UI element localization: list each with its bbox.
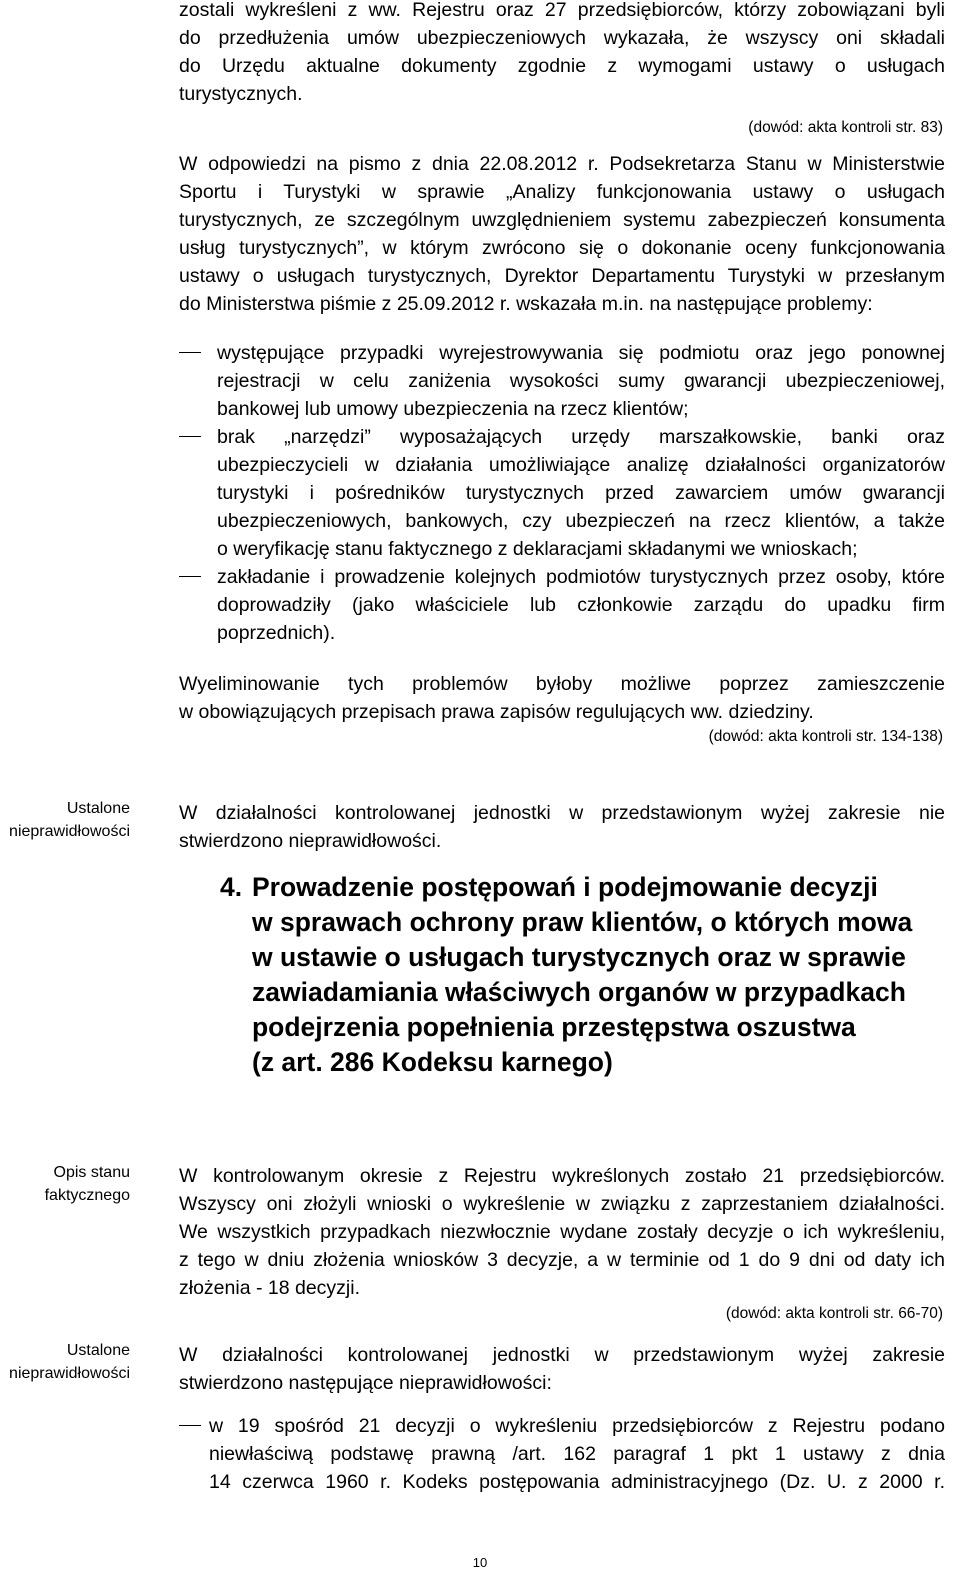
heading-line: Prowadzenie postępowań i podejmowanie decyzji xyxy=(252,872,878,902)
text-line: 14 czerwca 1960 r. Kodeks postępowania administracyjnego (Dz. U. z 2000 r. xyxy=(209,1471,945,1493)
response-paragraph xyxy=(179,150,945,318)
text-line: W odpowiedzi na pismo z dnia 22.08.2012 r. Podsekretarza Stanu w Ministerstwie xyxy=(179,153,945,175)
text-line: stwierdzono nieprawidłowości. xyxy=(179,830,442,852)
problems-list xyxy=(179,339,945,647)
dash-bullet xyxy=(179,1425,201,1426)
text-line: ustawy o usługach turystycznych, Dyrektor Departamentu Turystyki w przesłanym xyxy=(179,265,945,287)
heading-line: (z art. 286 Kodeksu karnego) xyxy=(252,1047,613,1077)
facts-paragraph xyxy=(179,1162,945,1302)
irregularities-list xyxy=(179,1412,945,1496)
section-number: 4. xyxy=(220,872,243,902)
text-line: zakładanie i prowadzenie kolejnych podmiotów turystycznych przez osoby, które xyxy=(217,566,945,588)
evidence-reference: (dowód: akta kontroli str. 66-70) xyxy=(725,1305,943,1322)
evidence-reference: (dowód: akta kontroli str. 83) xyxy=(748,119,943,136)
text-line: do Ministerstwa piśmie z 25.09.2012 r. wskazała m.in. na następujące problemy: xyxy=(179,293,873,315)
text-line: doprowadziły (jako właściciele lub członkowie zarządu do upadku firm xyxy=(217,594,945,616)
text-line: do Urzędu aktualne dokumenty zgodnie z wymogami ustawy o usługach xyxy=(179,55,945,77)
list-item xyxy=(179,423,945,563)
text-line: brak „narzędzi” wyposażających urzędy marszałkowskie, banki oraz xyxy=(217,426,945,448)
text-line: W działalności kontrolowanej jednostki w przedstawionym wyżej zakresie nie xyxy=(179,802,945,824)
section-heading xyxy=(220,870,940,1080)
evidence-reference: (dowód: akta kontroli str. 134-138) xyxy=(708,728,943,745)
margin-label-line: nieprawidłowości xyxy=(9,823,130,840)
page-number: 10 xyxy=(472,1555,488,1570)
margin-label-line: faktycznego xyxy=(44,1187,130,1204)
heading-line: w ustawie o usługach turystycznych oraz w sprawie xyxy=(252,942,906,972)
elimination-paragraph xyxy=(179,670,945,726)
text-line: w 19 spośród 21 decyzji o wykreśleniu przedsiębiorców z Rejestru podano xyxy=(209,1415,945,1437)
text-line: w obowiązujących przepisach prawa zapisów regulujących ww. dziedziny. xyxy=(179,701,814,723)
margin-label-line: nieprawidłowości xyxy=(9,1365,130,1382)
list-item xyxy=(179,1412,945,1496)
text-line: turystycznych. xyxy=(179,83,303,105)
text-line: z tego w dniu złożenia wniosków 3 decyzje, a w terminie od 1 do 9 dni od daty ich xyxy=(179,1249,945,1271)
heading-line: w sprawach ochrony praw klientów, o których mowa xyxy=(252,907,913,937)
dash-bullet xyxy=(179,576,201,577)
text-line: występujące przypadki wyrejestrowywania się podmiotu oraz jego ponownej xyxy=(217,342,945,364)
text-line: W działalności kontrolowanej jednostki w przedstawionym wyżej zakresie xyxy=(179,1344,945,1366)
text-line: We wszystkich przypadkach niezwłocznie wydane zostały decyzje o ich wykreśleniu, xyxy=(179,1221,945,1243)
text-line: zostali wykreśleni z ww. Rejestru oraz 27 przedsiębiorców, którzy zobowiązani byli xyxy=(179,0,945,21)
text-line: turystyki i pośredników turystycznych przed zawarciem umów gwarancji xyxy=(217,482,945,504)
text-line: bankowej lub umowy ubezpieczenia na rzecz klientów; xyxy=(217,398,689,420)
findings-paragraph xyxy=(179,799,945,855)
text-line: ubezpieczeniowych, bankowych, czy ubezpieczeń na rzecz klientów, a także xyxy=(217,510,945,532)
text-line: niewłaściwą podstawę prawną /art. 162 paragraf 1 pkt 1 ustawy z dnia xyxy=(209,1443,945,1465)
text-line: ubezpieczycieli w działania umożliwiające analizę działalności organizatorów xyxy=(217,454,945,476)
text-line: stwierdzono następujące nieprawidłowości: xyxy=(179,1372,552,1394)
text-line: poprzednich). xyxy=(217,622,336,644)
text-line: W kontrolowanym okresie z Rejestru wykreślonych zostało 21 przedsiębiorców. xyxy=(179,1165,945,1187)
heading-line: podejrzenia popełnienia przestępstwa oszustwa xyxy=(252,1012,856,1042)
findings-paragraph xyxy=(179,1341,945,1397)
list-item xyxy=(179,563,945,647)
dash-bullet xyxy=(179,352,201,353)
text-line: turystycznych, ze szczególnym uwzględnieniem systemu zabezpieczeń konsumenta xyxy=(179,209,945,231)
text-line: do przedłużenia umów ubezpieczeniowych wykazała, że wszyscy oni składali xyxy=(179,27,945,49)
heading-line: zawiadamiania właściwych organów w przypadkach xyxy=(252,977,906,1007)
margin-label-line: Opis stanu xyxy=(53,1164,130,1181)
text-line: Wyeliminowanie tych problemów byłoby możliwe poprzez zamieszczenie xyxy=(179,673,945,695)
margin-label-findings xyxy=(0,1339,130,1385)
dash-bullet xyxy=(179,436,201,437)
margin-label-facts xyxy=(0,1161,130,1207)
text-line: Wszyscy oni złożyli wnioski o wykreślenie w związku z zaprzestaniem działalności. xyxy=(179,1193,945,1215)
text-line: złożenia - 18 decyzji. xyxy=(179,1277,361,1299)
text-line: rejestracji w celu zaniżenia wysokości sumy gwarancji ubezpieczeniowej, xyxy=(217,370,945,392)
margin-label-line: Ustalone xyxy=(66,1342,130,1359)
intro-paragraph xyxy=(179,0,945,108)
text-line: o weryfikację stanu faktycznego z deklaracjami składanymi we wnioskach; xyxy=(217,538,858,560)
margin-label-line: Ustalone xyxy=(66,800,130,817)
text-line: usług turystycznych”, w którym zwrócono się o dokonanie oceny funkcjonowania xyxy=(179,237,945,259)
list-item xyxy=(179,339,945,423)
text-line: Sportu i Turystyki w sprawie „Analizy funkcjonowania ustawy o usługach xyxy=(179,181,945,203)
margin-label-findings xyxy=(0,797,130,843)
